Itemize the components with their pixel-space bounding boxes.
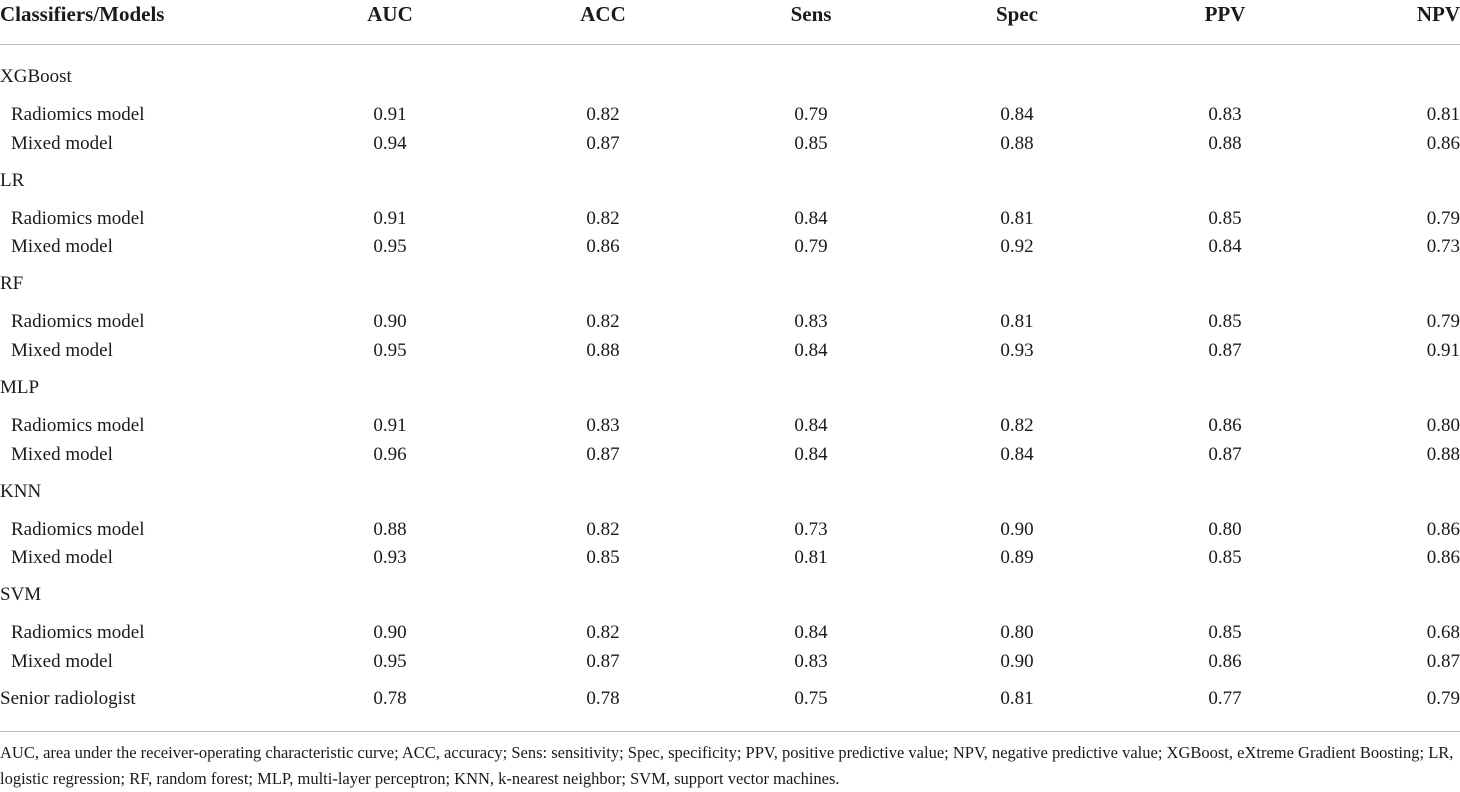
row-label: Radiomics model [11,415,145,436]
group-label: KNN [0,481,42,502]
cell-ppv: 0.87 [1208,444,1242,465]
cell-sens: 0.73 [794,519,828,540]
row-label: Mixed model [11,236,113,257]
cell-ppv: 0.85 [1208,208,1242,229]
row-label: Radiomics model [11,519,145,540]
group-label: RF [0,273,24,294]
cell-ppv: 0.85 [1208,311,1242,332]
cell-auc: 0.93 [373,547,407,568]
cell-npv: 0.80 [1426,415,1460,436]
cell-auc: 0.95 [373,340,407,361]
cell-acc: 0.82 [586,622,620,643]
row-label: Mixed model [11,444,113,465]
cell-auc: 0.91 [373,104,407,125]
cell-acc: 0.87 [586,651,620,672]
cell-acc: 0.82 [586,104,620,125]
cell-ppv: 0.80 [1208,519,1242,540]
cell-npv: 0.87 [1426,651,1460,672]
cell-acc: 0.87 [586,133,620,154]
table-row [0,337,1460,365]
table-row [0,648,1460,676]
table-row [0,308,1460,336]
cell-auc: 0.90 [373,311,407,332]
table-row [0,233,1460,261]
table-footnote: AUC, area under the receiver-operating characteristic curve; ACC, accuracy; Sens: sensitivity; Spec, specificity; PPV, positive predictive value; NPV, negative predictive value; XGBoost, eXtreme Gradient Boosting; LR, logistic regression; RF, random forest; MLP, multi-layer perceptron; KNN, k-nearest neighbor; SVM, support vector machines. [0,743,1454,788]
cell-spec: 0.90 [1000,519,1034,540]
cell-spec: 0.90 [1000,651,1034,672]
cell-spec: 0.81 [1000,311,1034,332]
row-label: Radiomics model [11,622,145,643]
cell-npv: 0.79 [1426,311,1460,332]
group-label: XGBoost [0,66,72,87]
cell-auc: 0.91 [373,415,407,436]
cell-acc: 0.83 [586,415,620,436]
header-auc: AUC [367,2,413,26]
header-label: Classifiers/Models [0,2,165,26]
row-label: Mixed model [11,547,113,568]
cell-ppv: 0.87 [1208,340,1242,361]
table-row [0,544,1460,572]
cell-spec: 0.82 [1000,415,1034,436]
group-label: MLP [0,377,40,398]
cell-auc: 0.95 [373,236,407,257]
row-label: Mixed model [11,133,113,154]
cell-ppv: 0.83 [1208,104,1242,125]
cell-auc: 0.78 [373,688,407,709]
cell-sens: 0.79 [794,236,828,257]
cell-ppv: 0.77 [1208,688,1242,709]
cell-spec: 0.81 [1000,688,1034,709]
cell-sens: 0.84 [794,444,828,465]
table-row [0,619,1460,647]
cell-spec: 0.84 [1000,104,1034,125]
cell-npv: 0.86 [1426,133,1460,154]
cell-acc: 0.82 [586,208,620,229]
cell-acc: 0.87 [586,444,620,465]
cell-acc: 0.78 [586,688,620,709]
cell-ppv: 0.85 [1208,547,1242,568]
cell-spec: 0.89 [1000,547,1034,568]
cell-acc: 0.86 [586,236,620,257]
header-acc: ACC [580,2,626,26]
row-label: Mixed model [11,340,113,361]
header-npv: NPV [1416,2,1460,26]
group-row-rf [0,270,1460,298]
row-label: Radiomics model [11,208,145,229]
cell-npv: 0.73 [1426,236,1460,257]
row-label: Radiomics model [11,311,145,332]
header-ppv: PPV [1204,2,1246,26]
cell-npv: 0.68 [1426,622,1460,643]
header-sens: Sens [790,2,832,26]
cell-ppv: 0.85 [1208,622,1242,643]
cell-auc: 0.95 [373,651,407,672]
cell-npv: 0.88 [1426,444,1460,465]
row-label: Mixed model [11,651,113,672]
header-spec: Spec [996,2,1038,26]
cell-auc: 0.88 [373,519,407,540]
cell-auc: 0.90 [373,622,407,643]
group-row-mlp [0,374,1460,402]
table-row [0,205,1460,233]
cell-ppv: 0.86 [1208,415,1242,436]
table-row [0,130,1460,158]
cell-auc: 0.96 [373,444,407,465]
cell-acc: 0.88 [586,340,620,361]
cell-npv: 0.79 [1426,208,1460,229]
cell-sens: 0.79 [794,104,828,125]
cell-spec: 0.84 [1000,444,1034,465]
header-rule [0,44,1460,45]
table-row [0,441,1460,469]
cell-spec: 0.92 [1000,236,1034,257]
cell-sens: 0.84 [794,340,828,361]
cell-auc: 0.91 [373,208,407,229]
cell-npv: 0.81 [1426,104,1460,125]
cell-spec: 0.80 [1000,622,1034,643]
cell-ppv: 0.86 [1208,651,1242,672]
group-row-knn [0,478,1460,506]
cell-npv: 0.86 [1426,547,1460,568]
cell-acc: 0.82 [586,519,620,540]
cell-sens: 0.83 [794,311,828,332]
cell-acc: 0.85 [586,547,620,568]
table-bottom-rule [0,731,1460,732]
cell-sens: 0.84 [794,622,828,643]
cell-ppv: 0.84 [1208,236,1242,257]
group-label: LR [0,170,25,191]
table-row [0,101,1460,129]
cell-acc: 0.82 [586,311,620,332]
cell-npv: 0.79 [1426,688,1460,709]
cell-spec: 0.93 [1000,340,1034,361]
cell-sens: 0.85 [794,133,828,154]
row-label: Radiomics model [11,104,145,125]
cell-npv: 0.91 [1426,340,1460,361]
group-row-lr [0,167,1460,195]
cell-sens: 0.81 [794,547,828,568]
cell-spec: 0.88 [1000,133,1034,154]
cell-npv: 0.86 [1426,519,1460,540]
cell-sens: 0.75 [794,688,828,709]
cell-sens: 0.84 [794,208,828,229]
cell-sens: 0.83 [794,651,828,672]
cell-sens: 0.84 [794,415,828,436]
table-header-row [0,0,1460,28]
group-row-xgboost [0,63,1460,91]
cell-auc: 0.94 [373,133,407,154]
table-row [0,412,1460,440]
group-label: SVM [0,584,42,605]
cell-spec: 0.81 [1000,208,1034,229]
table-row-senior-radiologist [0,685,1460,713]
table-row [0,516,1460,544]
group-row-svm [0,581,1460,609]
cell-ppv: 0.88 [1208,133,1242,154]
row-label: Senior radiologist [0,688,136,709]
